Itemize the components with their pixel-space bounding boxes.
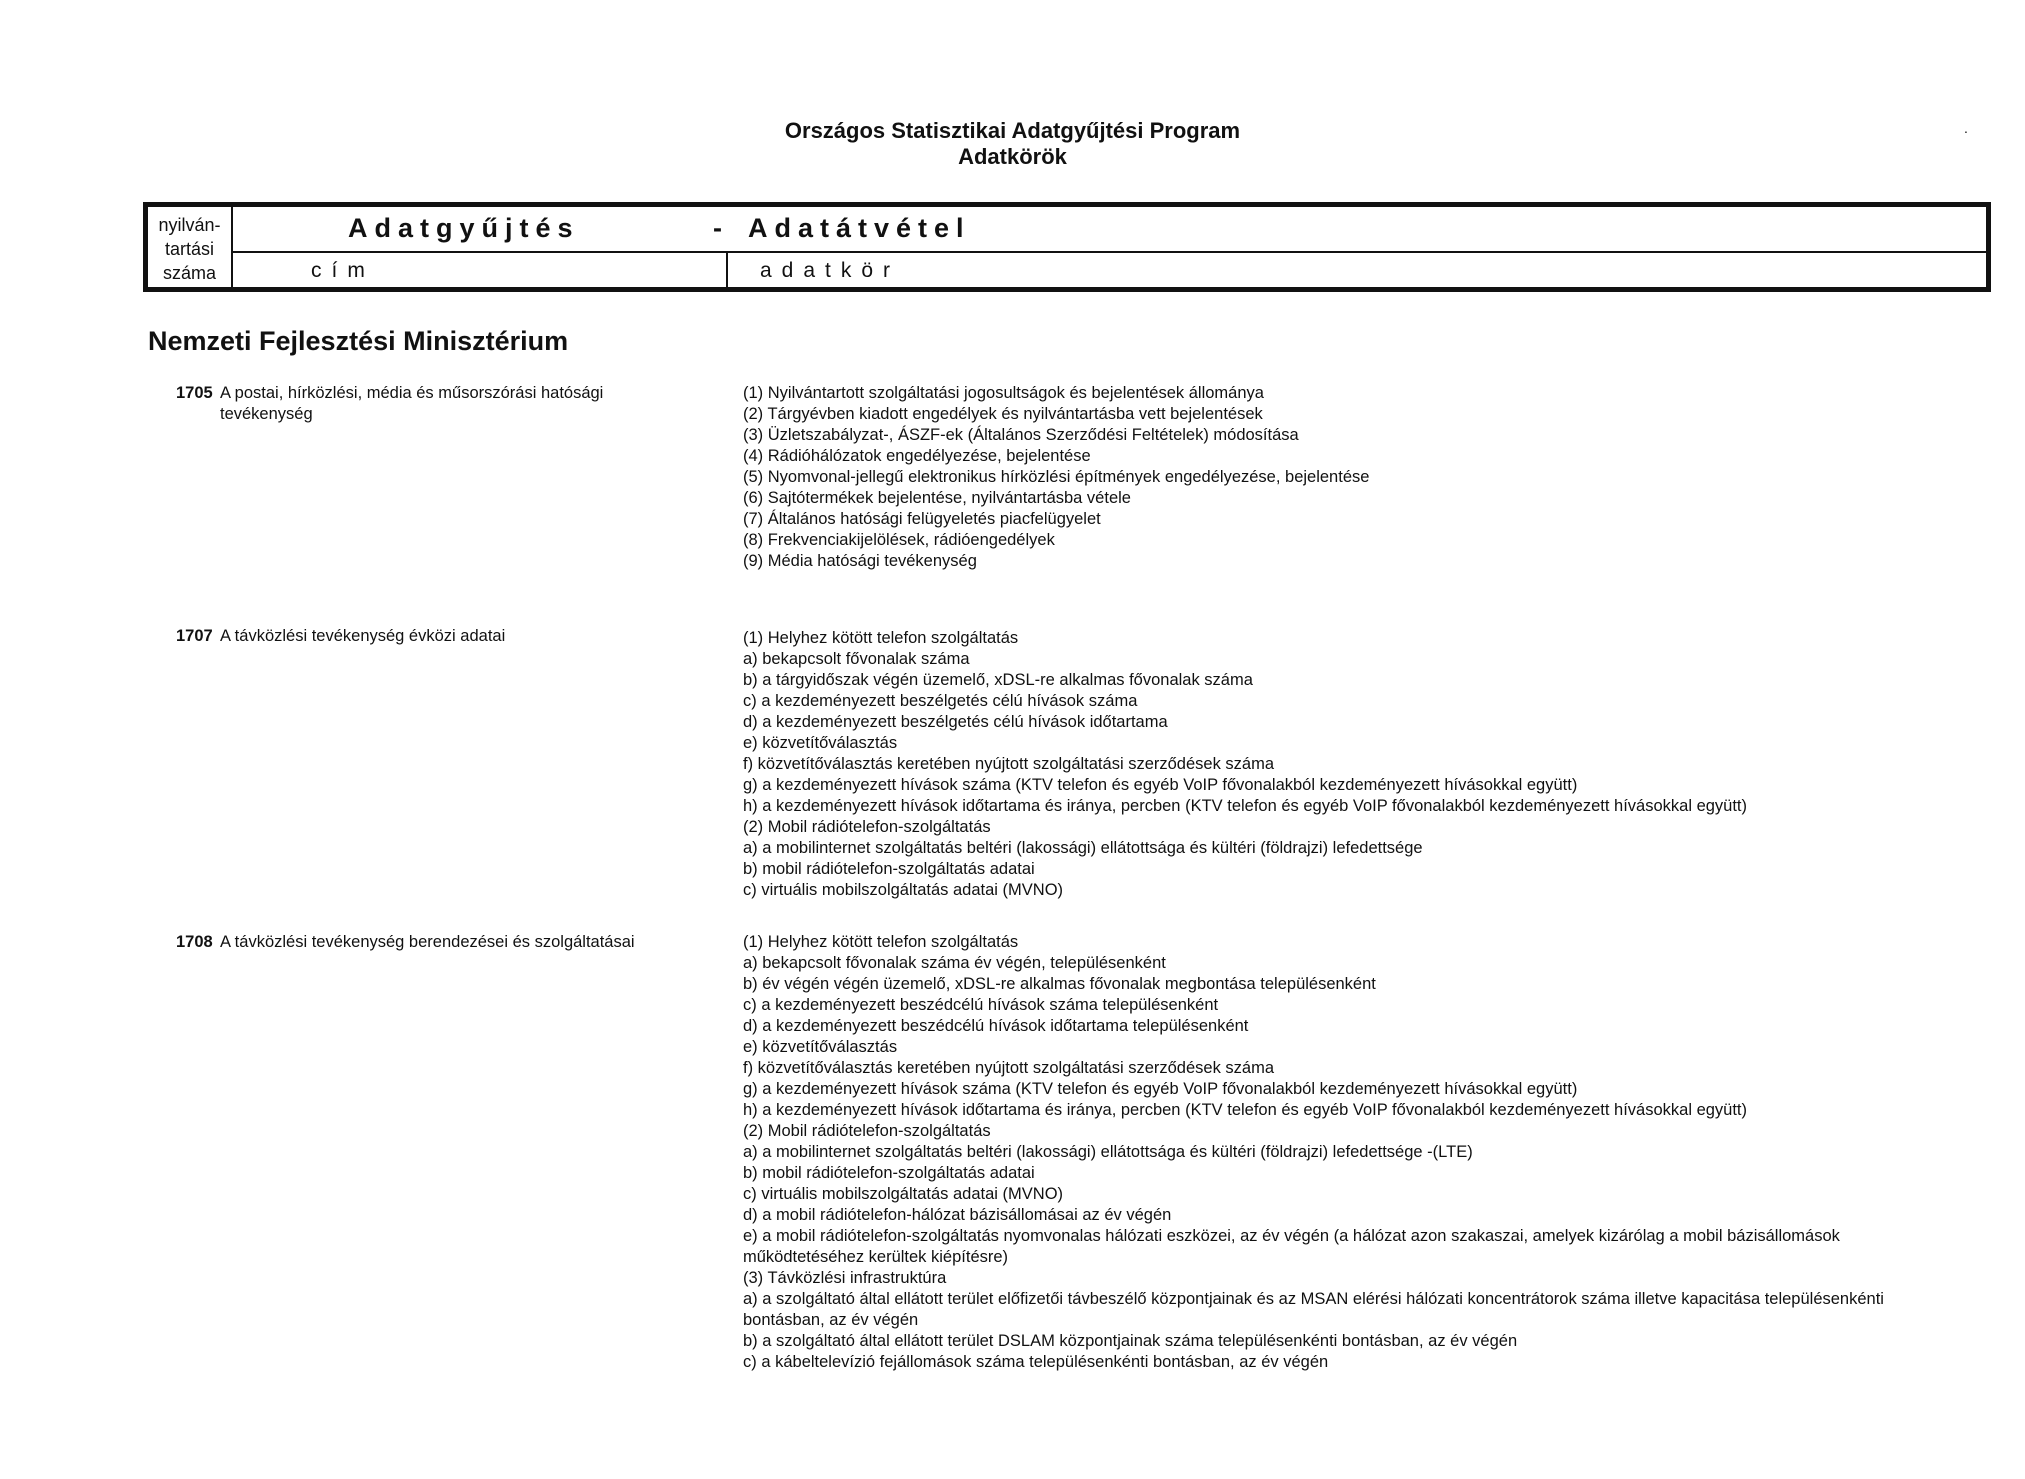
reg-label-line-1: nyilván- <box>158 215 221 235</box>
list-item: a) bekapcsolt fővonalak száma év végén, településenként <box>743 954 1166 972</box>
entry-items <box>743 383 1923 572</box>
list-item: c) a kezdeményezett beszélgetés célú hívások száma <box>743 692 1138 710</box>
list-item: (1) Helyhez kötött telefon szolgáltatás <box>743 629 1019 647</box>
list-item: b) mobil rádiótelefon-szolgáltatás adatai <box>743 860 1035 878</box>
list-item: d) a mobil rádiótelefon-hálózat bázisállomásai az év végén <box>743 1206 1172 1224</box>
data-collection-heading: Adatgyűjtés <box>348 213 580 243</box>
list-item: (7) Általános hatósági felügyeletés piacfelügyelet <box>743 510 1101 528</box>
list-item: f) közvetítőválasztás keretében nyújtott szolgáltatási szerződések száma <box>743 755 1275 773</box>
document-title-line-1: Országos Statisztikai Adatgyűjtési Program <box>784 118 1241 143</box>
list-item: h) a kezdeményezett hívások időtartama és iránya, percben (KTV telefon és egyéb VoIP fővonalakból kezdeményezett hívásokkal együtt) <box>743 797 1748 815</box>
list-item: (1) Nyilvántartott szolgáltatási jogosultságok és bejelentések állománya <box>743 384 1264 402</box>
list-item: e) a mobil rádiótelefon-szolgáltatás nyomvonalas hálózati eszközei, az év végén (a hálózat azon szakaszai, amelyek kizárólag a mobil bázisállomások működtetéséhez kerültek kiépítésre) <box>743 1227 1840 1266</box>
entry-items <box>743 628 1923 901</box>
list-item: e) közvetítőválasztás <box>743 1038 898 1056</box>
corner-mark: . <box>1964 120 1968 136</box>
list-item: (3) Távközlési infrastruktúra <box>743 1269 947 1287</box>
list-item: (8) Frekvenciakijelölések, rádióengedélyek <box>743 531 1055 549</box>
list-item: c) a kábeltelevízió fejállomások száma településenkénti bontásban, az év végén <box>743 1353 1329 1371</box>
entry-items <box>743 932 1923 1373</box>
title-column-label: cím <box>311 259 375 282</box>
list-item: (5) Nyomvonal-jellegű elektronikus hírközlési építmények engedélyezése, bejelentése <box>743 468 1370 486</box>
entry-code: 1708 <box>176 933 213 951</box>
entry-title: A távközlési tevékenység évközi adatai <box>220 627 506 645</box>
list-item: a) a mobilinternet szolgáltatás beltéri (lakossági) ellátottsága és kültéri (földrajzi) lefedettsége -(LTE) <box>743 1143 1473 1161</box>
list-item: b) mobil rádiótelefon-szolgáltatás adatai <box>743 1164 1035 1182</box>
entry-title: A postai, hírközlési, média és műsorszórási hatósági tevékenység <box>220 384 604 423</box>
document-title <box>0 118 2025 170</box>
document-title-line-2: Adatkörök <box>958 144 1067 169</box>
list-item: b) év végén végén üzemelő, xDSL-re alkalmas fővonalak megbontása településenként <box>743 975 1376 993</box>
list-item: f) közvetítőválasztás keretében nyújtott szolgáltatási szerződések száma <box>743 1059 1275 1077</box>
registration-number-header <box>148 207 233 287</box>
entry-code: 1705 <box>176 384 213 402</box>
header-divider-vertical <box>726 251 728 287</box>
list-item: (4) Rádióhálózatok engedélyezése, bejelentése <box>743 447 1091 465</box>
list-item: c) virtuális mobilszolgáltatás adatai (MVNO) <box>743 1185 1064 1203</box>
list-item: d) a kezdeményezett beszédcélú hívások időtartama településenként <box>743 1017 1249 1035</box>
list-item: b) a szolgáltató által ellátott terület DSLAM központjainak száma településenkénti bontásban, az év végén <box>743 1332 1518 1350</box>
data-scope-column-label: adatkör <box>760 259 901 282</box>
list-item: d) a kezdeményezett beszélgetés célú hívások időtartama <box>743 713 1168 731</box>
column-header-box <box>143 202 1991 292</box>
data-takeover-heading: Adatátvétel <box>748 213 971 243</box>
entry-code: 1707 <box>176 627 213 645</box>
entry-title: A távközlési tevékenység berendezései és szolgáltatásai <box>220 933 635 951</box>
list-item: c) a kezdeményezett beszédcélú hívások száma településenként <box>743 996 1219 1014</box>
list-item: g) a kezdeményezett hívások száma (KTV telefon és egyéb VoIP fővonalakból kezdeményezett hívásokkal együtt) <box>743 1080 1578 1098</box>
list-item: e) közvetítőválasztás <box>743 734 898 752</box>
list-item: (9) Média hatósági tevékenység <box>743 552 977 570</box>
list-item: g) a kezdeményezett hívások száma (KTV telefon és egyéb VoIP fővonalakból kezdeményezett hívásokkal együtt) <box>743 776 1578 794</box>
list-item: (3) Üzletszabályzat-, ÁSZF-ek (Általános Szerződési Feltételek) módosítása <box>743 426 1299 444</box>
heading-dash: - <box>713 213 729 243</box>
list-item: (6) Sajtótermékek bejelentése, nyilvántartásba vétele <box>743 489 1131 507</box>
ministry-heading: Nemzeti Fejlesztési Minisztérium <box>148 326 569 356</box>
list-item: a) a mobilinternet szolgáltatás beltéri (lakossági) ellátottsága és kültéri (földrajzi) lefedettsége <box>743 839 1423 857</box>
list-item: (2) Tárgyévben kiadott engedélyek és nyilvántartásba vett bejelentések <box>743 405 1263 423</box>
list-item: h) a kezdeményezett hívások időtartama és iránya, percben (KTV telefon és egyéb VoIP fővonalakból kezdeményezett hívásokkal együtt) <box>743 1101 1748 1119</box>
list-item: a) a szolgáltató által ellátott terület előfizetői távbeszélő központjainak és az MSAN elérési hálózati koncentrátorok száma illetve kapacitása településenkénti bontásban, az év végén <box>743 1290 1884 1329</box>
reg-label-line-2: tartási <box>164 239 215 259</box>
list-item: c) virtuális mobilszolgáltatás adatai (MVNO) <box>743 881 1064 899</box>
list-item: (2) Mobil rádiótelefon-szolgáltatás <box>743 818 991 836</box>
reg-label-line-3: száma <box>162 263 216 283</box>
list-item: b) a tárgyidőszak végén üzemelő, xDSL-re alkalmas fővonalak száma <box>743 671 1253 689</box>
list-item: (1) Helyhez kötött telefon szolgáltatás <box>743 933 1019 951</box>
list-item: (2) Mobil rádiótelefon-szolgáltatás <box>743 1122 991 1140</box>
header-divider-horizontal <box>233 251 1986 253</box>
list-item: a) bekapcsolt fővonalak száma <box>743 650 970 668</box>
